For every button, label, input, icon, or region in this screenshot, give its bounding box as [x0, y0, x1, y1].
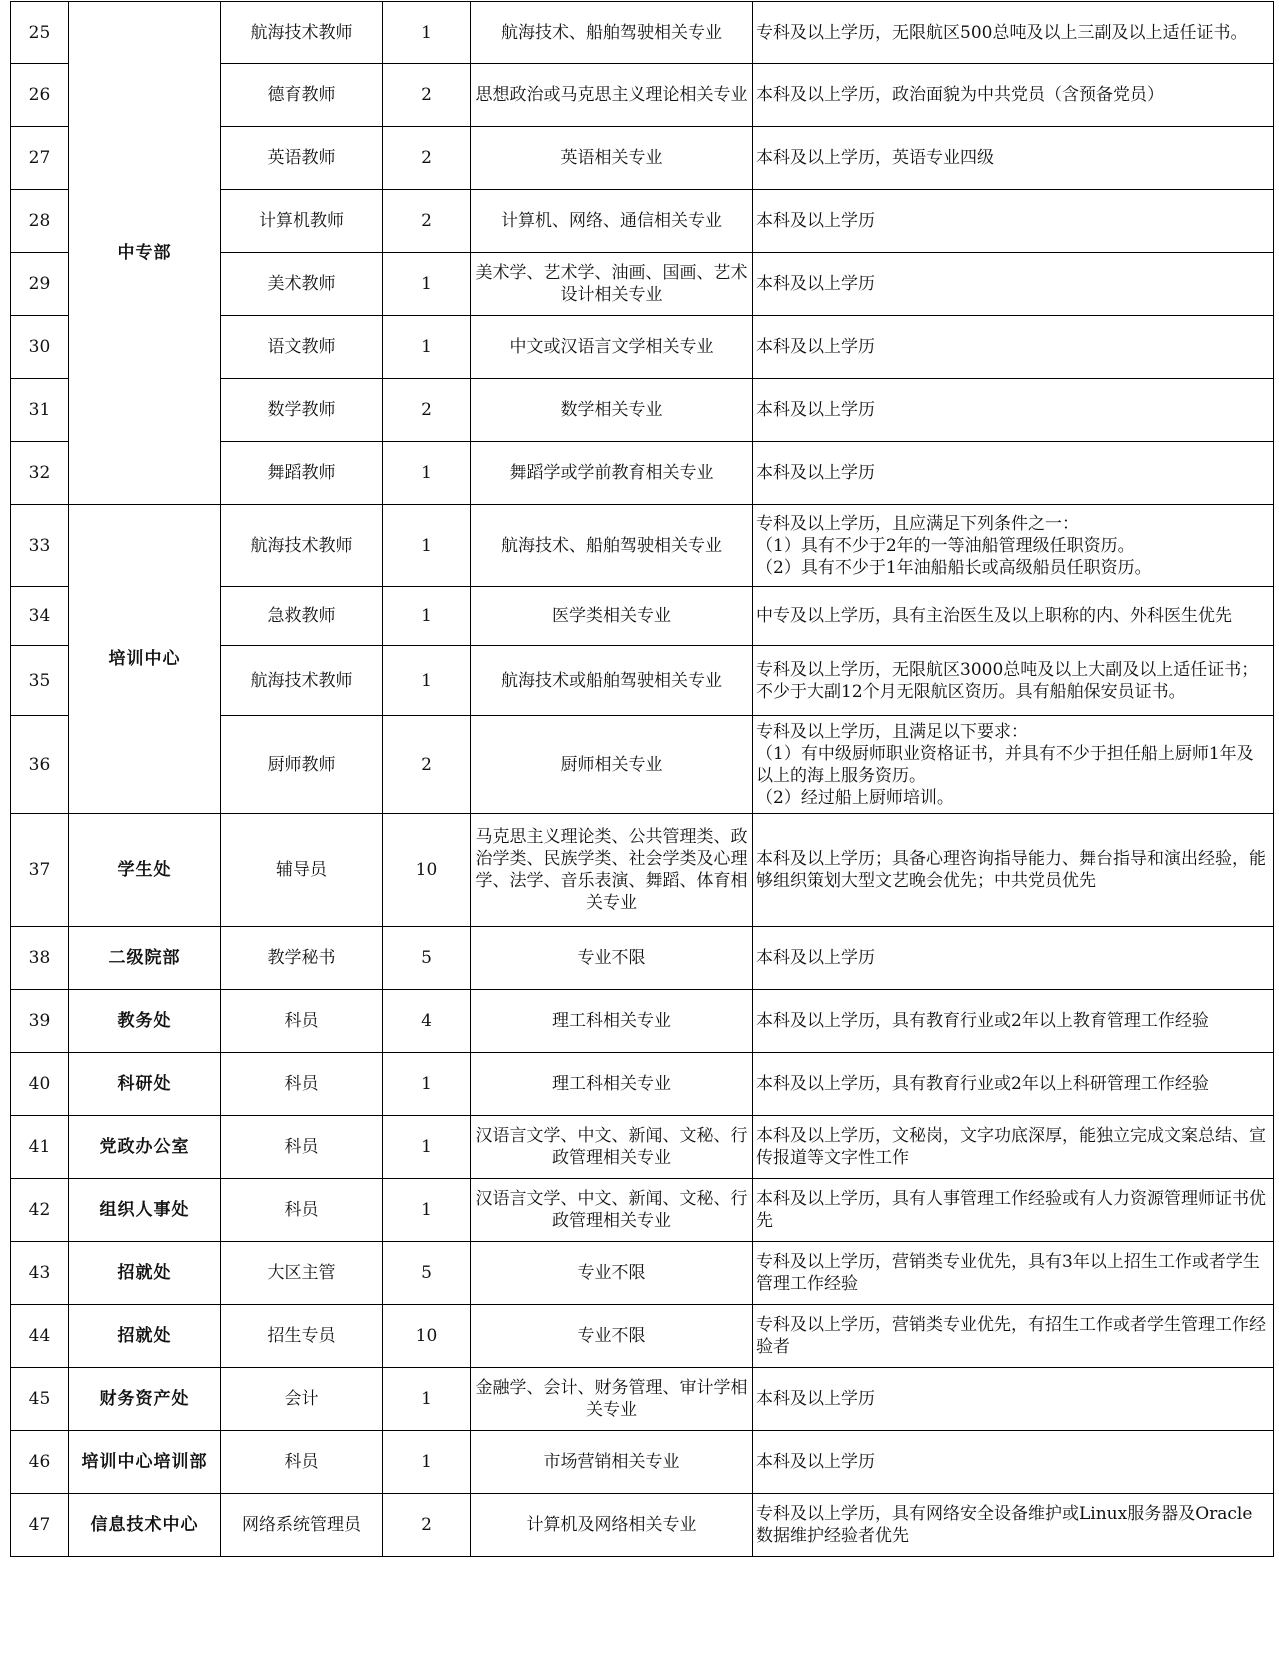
- table-row: [11, 990, 1274, 1053]
- cell-department: 科研处: [69, 1053, 221, 1116]
- table-row: [11, 1368, 1274, 1431]
- cell-major: 思想政治或马克思主义理论相关专业: [471, 64, 753, 127]
- table-row: [11, 1242, 1274, 1305]
- requirement-line: 专科及以上学历，营销类专业优先，有招生工作或者学生管理工作经验者: [756, 1315, 1266, 1357]
- cell-major: 计算机及网络相关专业: [471, 1494, 753, 1557]
- cell-position: 科员: [221, 1053, 383, 1116]
- cell-department: 学生处: [69, 814, 221, 927]
- cell-major: 马克思主义理论类、公共管理类、政治学类、民族学类、社会学类及心理学、法学、音乐表演、舞蹈、体育相关专业: [471, 814, 753, 927]
- cell-count: 1: [383, 1368, 471, 1431]
- cell-number: 46: [11, 1431, 69, 1494]
- cell-major: 金融学、会计、财务管理、审计学相关专业: [471, 1368, 753, 1431]
- cell-number: 34: [11, 587, 69, 646]
- cell-position: 英语教师: [221, 127, 383, 190]
- requirement-line: 专科及以上学历，营销类专业优先，具有3年以上招生工作或者学生管理工作经验: [756, 1252, 1260, 1294]
- cell-position: 航海技术教师: [221, 505, 383, 587]
- cell-number: 32: [11, 442, 69, 505]
- requirement-line: （1）具有不少于2年的一等油船管理级任职资历。: [756, 535, 1135, 556]
- cell-position: 科员: [221, 1116, 383, 1179]
- cell-requirements: [753, 190, 1274, 253]
- cell-position: 教学秘书: [221, 927, 383, 990]
- cell-department: 招就处: [69, 1305, 221, 1368]
- table-row: [11, 814, 1274, 927]
- requirement-line: （2）经过船上厨师培训。: [756, 787, 954, 808]
- requirement-line: 本科及以上学历，具有教育行业或2年以上科研管理工作经验: [756, 1074, 1209, 1094]
- requirement-line: 中专及以上学历，具有主治医生及以上职称的内、外科医生优先: [756, 606, 1232, 626]
- cell-position: 科员: [221, 1179, 383, 1242]
- cell-number: 44: [11, 1305, 69, 1368]
- cell-requirements: [753, 646, 1274, 716]
- cell-number: 39: [11, 990, 69, 1053]
- cell-number: 28: [11, 190, 69, 253]
- cell-number: 36: [11, 716, 69, 814]
- cell-position: 会计: [221, 1368, 383, 1431]
- cell-position: 厨师教师: [221, 716, 383, 814]
- cell-position: 辅导员: [221, 814, 383, 927]
- cell-requirements: [753, 379, 1274, 442]
- cell-position: 德育教师: [221, 64, 383, 127]
- cell-requirements: [753, 1494, 1274, 1557]
- cell-count: 2: [383, 127, 471, 190]
- cell-number: 42: [11, 1179, 69, 1242]
- cell-major: 厨师相关专业: [471, 716, 753, 814]
- cell-department: 培训中心: [69, 505, 221, 814]
- cell-requirements: [753, 814, 1274, 927]
- cell-requirements: [753, 316, 1274, 379]
- cell-department: 培训中心培训部: [69, 1431, 221, 1494]
- cell-position: 急救教师: [221, 587, 383, 646]
- cell-requirements: [753, 127, 1274, 190]
- cell-major: 汉语言文学、中文、新闻、文秘、行政管理相关专业: [471, 1179, 753, 1242]
- cell-department: 党政办公室: [69, 1116, 221, 1179]
- cell-count: 1: [383, 587, 471, 646]
- cell-position: 语文教师: [221, 316, 383, 379]
- requirement-line: 本科及以上学历: [756, 1452, 875, 1472]
- cell-major: 英语相关专业: [471, 127, 753, 190]
- cell-department: 二级院部: [69, 927, 221, 990]
- requirement-line: 本科及以上学历: [756, 1389, 875, 1409]
- cell-count: 1: [383, 1431, 471, 1494]
- cell-number: 47: [11, 1494, 69, 1557]
- cell-number: 27: [11, 127, 69, 190]
- requirement-line: 本科及以上学历，具有教育行业或2年以上教育管理工作经验: [756, 1011, 1209, 1031]
- cell-count: 1: [383, 253, 471, 316]
- table-row: [11, 1179, 1274, 1242]
- cell-count: 5: [383, 927, 471, 990]
- cell-position: 美术教师: [221, 253, 383, 316]
- cell-major: 中文或汉语言文学相关专业: [471, 316, 753, 379]
- cell-requirements: [753, 1431, 1274, 1494]
- cell-number: 26: [11, 64, 69, 127]
- requirement-line: 本科及以上学历: [756, 948, 875, 968]
- requirement-line: 专科及以上学历，无限航区500总吨及以上三副及以上适任证书。: [756, 22, 1248, 43]
- cell-major: 理工科相关专业: [471, 1053, 753, 1116]
- cell-requirements: [753, 64, 1274, 127]
- requirement-line: 专科及以上学历，无限航区3000总吨及以上大副及以上适任证书；不少于大副12个月无限航区资历。具有船舶保安员证书。: [756, 659, 1259, 702]
- cell-department: 财务资产处: [69, 1368, 221, 1431]
- cell-number: 45: [11, 1368, 69, 1431]
- cell-requirements: [753, 716, 1274, 814]
- cell-count: 2: [383, 379, 471, 442]
- cell-department: 教务处: [69, 990, 221, 1053]
- cell-count: 1: [383, 442, 471, 505]
- cell-position: 数学教师: [221, 379, 383, 442]
- cell-requirements: [753, 505, 1274, 587]
- cell-count: 2: [383, 64, 471, 127]
- requirement-line: 专科及以上学历，具有网络安全设备维护或Linux服务器及Oracle数据维护经验者优先: [756, 1504, 1253, 1546]
- cell-position: 航海技术教师: [221, 2, 383, 64]
- cell-major: 汉语言文学、中文、新闻、文秘、行政管理相关专业: [471, 1116, 753, 1179]
- cell-department: 中专部: [69, 2, 221, 505]
- table-row: [11, 1116, 1274, 1179]
- cell-department: 信息技术中心: [69, 1494, 221, 1557]
- cell-major: 数学相关专业: [471, 379, 753, 442]
- cell-number: 38: [11, 927, 69, 990]
- table-row: [11, 2, 1274, 64]
- cell-requirements: [753, 1242, 1274, 1305]
- table-row: [11, 1305, 1274, 1368]
- cell-major: 专业不限: [471, 927, 753, 990]
- requirement-line: 本科及以上学历: [756, 463, 875, 483]
- table-row: [11, 505, 1274, 587]
- cell-major: 航海技术、船舶驾驶相关专业: [471, 505, 753, 587]
- cell-major: 医学类相关专业: [471, 587, 753, 646]
- cell-major: 航海技术或船舶驾驶相关专业: [471, 646, 753, 716]
- cell-count: 1: [383, 646, 471, 716]
- cell-number: 35: [11, 646, 69, 716]
- cell-requirements: [753, 587, 1274, 646]
- cell-requirements: [753, 990, 1274, 1053]
- cell-position: 计算机教师: [221, 190, 383, 253]
- requirement-line: 本科及以上学历，政治面貌为中共党员（含预备党员）: [756, 85, 1164, 105]
- cell-requirements: [753, 1305, 1274, 1368]
- cell-number: 31: [11, 379, 69, 442]
- cell-requirements: [753, 2, 1274, 64]
- cell-major: 专业不限: [471, 1305, 753, 1368]
- cell-count: 1: [383, 2, 471, 64]
- cell-count: 10: [383, 814, 471, 927]
- table-body: [11, 2, 1274, 1557]
- cell-major: 航海技术、船舶驾驶相关专业: [471, 2, 753, 64]
- cell-number: 33: [11, 505, 69, 587]
- cell-department: 组织人事处: [69, 1179, 221, 1242]
- cell-number: 25: [11, 2, 69, 64]
- cell-requirements: [753, 253, 1274, 316]
- cell-major: 专业不限: [471, 1242, 753, 1305]
- requirement-line: 专科及以上学历，且满足以下要求：: [756, 721, 1028, 742]
- cell-department: 招就处: [69, 1242, 221, 1305]
- requirement-line: 本科及以上学历，文秘岗，文字功底深厚，能独立完成文案总结、宣传报道等文字性工作: [756, 1126, 1266, 1168]
- cell-requirements: [753, 1368, 1274, 1431]
- cell-position: 航海技术教师: [221, 646, 383, 716]
- cell-major: 舞蹈学或学前教育相关专业: [471, 442, 753, 505]
- cell-requirements: [753, 442, 1274, 505]
- requirement-line: 专科及以上学历，且应满足下列条件之一：: [756, 513, 1079, 534]
- cell-major: 市场营销相关专业: [471, 1431, 753, 1494]
- cell-count: 1: [383, 1053, 471, 1116]
- cell-count: 1: [383, 1179, 471, 1242]
- cell-number: 43: [11, 1242, 69, 1305]
- cell-count: 5: [383, 1242, 471, 1305]
- cell-position: 网络系统管理员: [221, 1494, 383, 1557]
- cell-position: 招生专员: [221, 1305, 383, 1368]
- cell-number: 30: [11, 316, 69, 379]
- cell-count: 1: [383, 316, 471, 379]
- cell-count: 1: [383, 1116, 471, 1179]
- cell-requirements: [753, 1116, 1274, 1179]
- cell-requirements: [753, 1179, 1274, 1242]
- table-row: [11, 1053, 1274, 1116]
- requirement-line: （1）有中级厨师职业资格证书，并具有不少于担任船上厨师1年及以上的海上服务资历。: [756, 743, 1254, 786]
- cell-requirements: [753, 1053, 1274, 1116]
- requirement-line: （2）具有不少于1年油船船长或高级船员任职资历。: [756, 557, 1152, 578]
- cell-major: 美术学、艺术学、油画、国画、艺术设计相关专业: [471, 253, 753, 316]
- cell-number: 29: [11, 253, 69, 316]
- cell-position: 舞蹈教师: [221, 442, 383, 505]
- cell-position: 大区主管: [221, 1242, 383, 1305]
- cell-count: 4: [383, 990, 471, 1053]
- requirement-line: 本科及以上学历，英语专业四级: [756, 148, 994, 168]
- requirement-line: 本科及以上学历: [756, 211, 875, 231]
- requirement-line: 本科及以上学历: [756, 400, 875, 420]
- cell-count: 2: [383, 716, 471, 814]
- cell-major: 计算机、网络、通信相关专业: [471, 190, 753, 253]
- table-row: [11, 1431, 1274, 1494]
- recruitment-table: [10, 1, 1274, 1557]
- cell-count: 10: [383, 1305, 471, 1368]
- cell-major: 理工科相关专业: [471, 990, 753, 1053]
- requirement-line: 本科及以上学历: [756, 337, 875, 357]
- cell-position: 科员: [221, 990, 383, 1053]
- requirement-line: 本科及以上学历；具备心理咨询指导能力、舞台指导和演出经验，能够组织策划大型文艺晚会优先；中共党员优先: [756, 849, 1266, 891]
- cell-requirements: [753, 927, 1274, 990]
- cell-number: 41: [11, 1116, 69, 1179]
- table-row: [11, 1494, 1274, 1557]
- cell-position: 科员: [221, 1431, 383, 1494]
- table-row: [11, 927, 1274, 990]
- cell-count: 2: [383, 1494, 471, 1557]
- cell-number: 37: [11, 814, 69, 927]
- requirement-line: 本科及以上学历: [756, 274, 875, 294]
- cell-count: 2: [383, 190, 471, 253]
- cell-count: 1: [383, 505, 471, 587]
- cell-number: 40: [11, 1053, 69, 1116]
- requirement-line: 本科及以上学历，具有人事管理工作经验或有人力资源管理师证书优先: [756, 1189, 1266, 1231]
